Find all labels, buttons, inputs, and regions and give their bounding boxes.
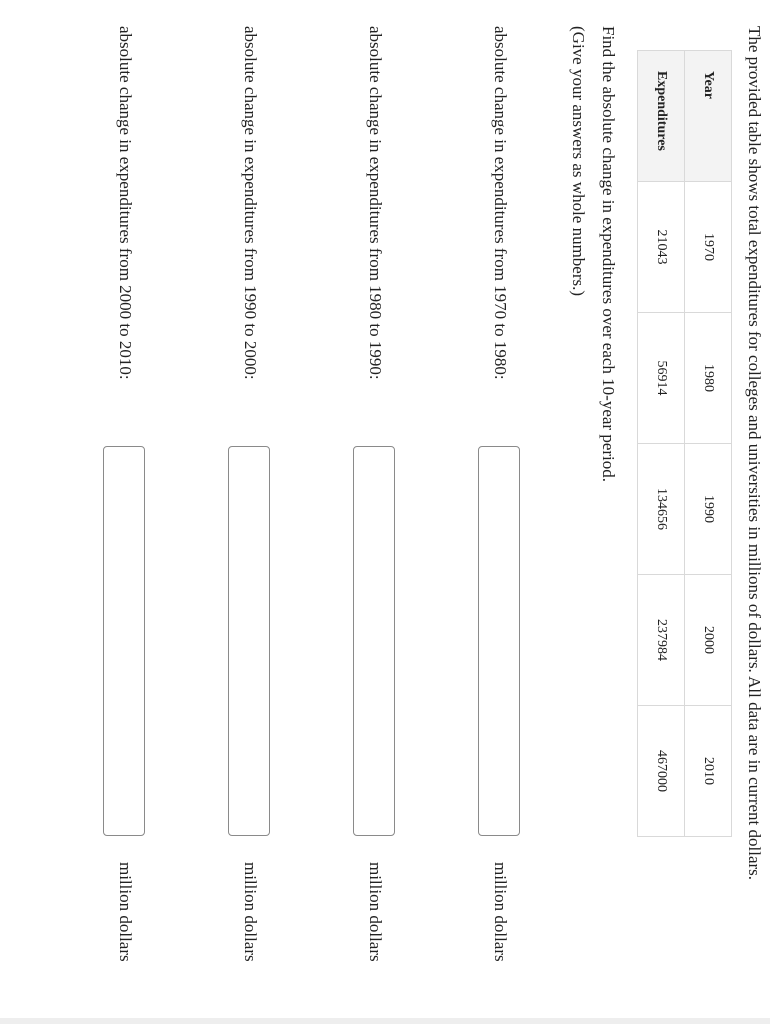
- answer-input-1990-2000[interactable]: [228, 446, 270, 836]
- answer-input-2000-2010[interactable]: [103, 446, 145, 836]
- expenditure-cell: 467000: [638, 706, 685, 837]
- bottom-scroll-strip: [0, 1018, 770, 1024]
- answer-label: absolute change in expenditures from 1970 to 1980:: [491, 26, 510, 380]
- expenditure-cell: 237984: [638, 575, 685, 706]
- table-row-year: [685, 51, 732, 837]
- year-cell: 1980: [685, 313, 732, 444]
- answer-row-2000-2010: [99, 26, 145, 976]
- answer-label: absolute change in expenditures from 2000 to 2010:: [116, 26, 135, 380]
- year-cell: 1990: [685, 444, 732, 575]
- answer-input-1970-1980[interactable]: [478, 446, 520, 836]
- problem-intro: The provided table shows total expenditures for colleges and universities in millions of dollars. All data are in current dollars.: [745, 26, 764, 881]
- hint-text: (Give your answers as whole numbers.): [569, 26, 588, 297]
- answer-row-1990-2000: [224, 26, 270, 976]
- unit-label: million dollars: [241, 862, 260, 962]
- answer-label: absolute change in expenditures from 1980 to 1990:: [366, 26, 385, 380]
- expenditure-cell: 21043: [638, 182, 685, 313]
- year-cell: 1970: [685, 182, 732, 313]
- unit-label: million dollars: [366, 862, 385, 962]
- answer-row-1980-1990: [349, 26, 395, 976]
- expenditures-header: Expenditures: [638, 51, 685, 182]
- table-row-expenditures: [638, 51, 685, 837]
- answer-input-1980-1990[interactable]: [353, 446, 395, 836]
- unit-label: million dollars: [116, 862, 135, 962]
- answer-row-1970-1980: [474, 26, 520, 976]
- question-text: Find the absolute change in expenditures over each 10-year period.: [599, 26, 618, 483]
- year-header: Year: [685, 51, 732, 182]
- year-cell: 2010: [685, 706, 732, 837]
- year-cell: 2000: [685, 575, 732, 706]
- unit-label: million dollars: [491, 862, 510, 962]
- expenditures-table: [637, 50, 732, 837]
- expenditure-cell: 56914: [638, 313, 685, 444]
- expenditure-cell: 134656: [638, 444, 685, 575]
- answer-label: absolute change in expenditures from 1990 to 2000:: [241, 26, 260, 380]
